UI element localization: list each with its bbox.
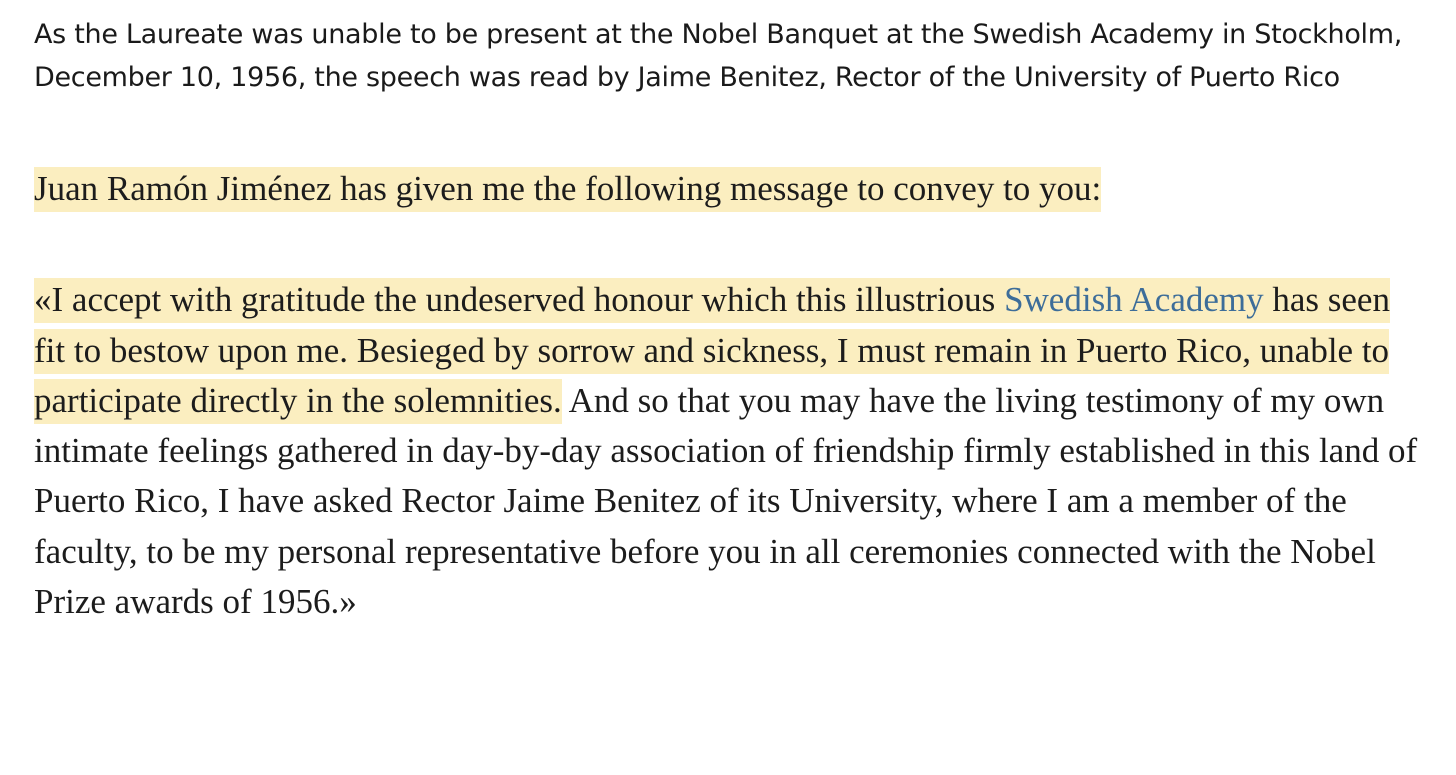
highlighted-lead-line[interactable]: Juan Ramón Jiménez has given me the following message to convey to you:	[34, 167, 1101, 212]
swedish-academy-link[interactable]: Swedish Academy	[1004, 280, 1264, 320]
quote-text-before-link: «I accept with gratitude the undeserved honour which this illustrious	[34, 280, 1005, 320]
quote-text-after-link: has seen fit to bestow upon me. Besieged by sorrow and sickness, I must remain in Puerto Rico, unable to participate directly in the solemnities.	[34, 280, 1390, 420]
article-body	[34, 14, 1429, 627]
lead-paragraph	[34, 164, 1429, 214]
intro-note: As the Laureate was unable to be present at the Nobel Banquet at the Swedish Academy in Stockholm, December 10, 1956, the speech was read by Jaime Benitez, Rector of the University of Puerto Rico	[34, 19, 1403, 93]
quote-text-rest: And so that you may have the living testimony of my own intimate feelings gathered in day-by-day association of friendship firmly established in this land of Puerto Rico, I have asked Rector Jaime Benitez of its University, where I am a member of the faculty, to be my personal representative before you in all ceremonies connected with the Nobel Prize awards of 1956.»	[34, 380, 1418, 622]
quote-paragraph	[34, 275, 1429, 627]
